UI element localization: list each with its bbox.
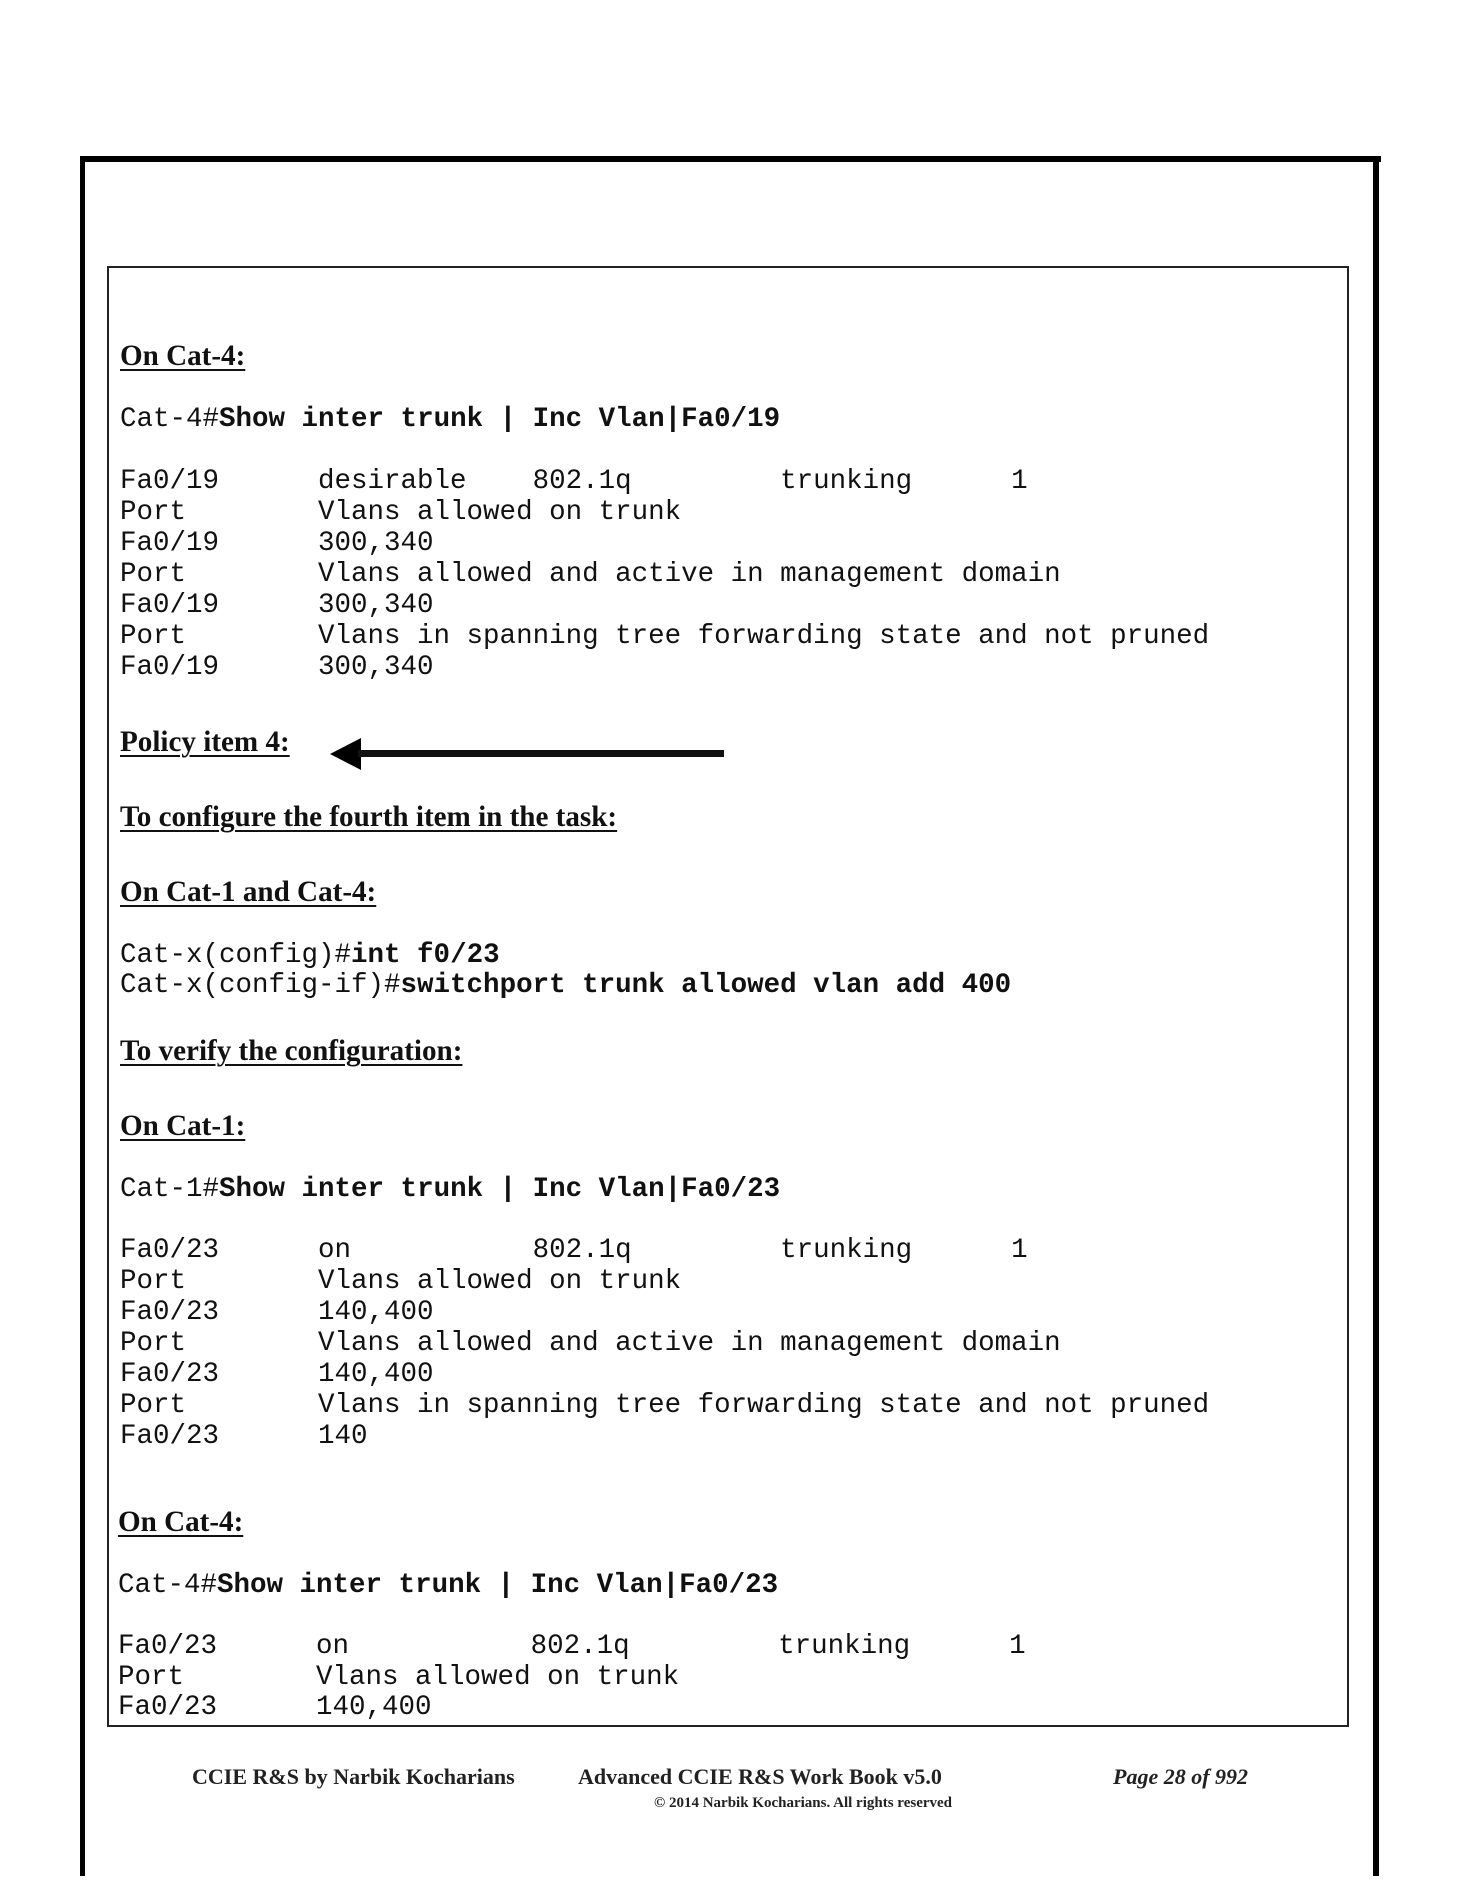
footer-copyright: © 2014 Narbik Kocharians. All rights reserved	[654, 1795, 953, 1811]
section-heading: On Cat-1:	[120, 1109, 246, 1142]
cli-prompt: Cat-x(config)#	[120, 940, 352, 971]
output-line: Fa0/23 140,400	[120, 1359, 434, 1390]
cli-prompt: Cat-4#	[120, 404, 220, 435]
output-line: Fa0/19 300,340	[120, 528, 434, 559]
output-line: Port Vlans allowed on trunk	[120, 1266, 682, 1297]
cli-command: int f0/23	[351, 940, 500, 971]
policy-item-heading: Policy item 4:	[120, 725, 290, 758]
cli-prompt: Cat-1#	[120, 1174, 220, 1205]
output-line: Fa0/23 140	[120, 1421, 368, 1452]
output-line: Port Vlans in spanning tree forwarding state and not pruned	[120, 1390, 1210, 1421]
page-frame-left-border	[80, 156, 85, 1876]
section-heading: To configure the fourth item in the task:	[120, 800, 618, 833]
output-line: Fa0/23 140,400	[120, 1297, 434, 1328]
command-line	[120, 406, 780, 434]
footer-book-title: Advanced CCIE R&S Work Book v5.0	[578, 1764, 942, 1789]
output-line: Port Vlans allowed on trunk	[118, 1662, 680, 1693]
footer-page-number: Page 28 of 992	[1113, 1764, 1249, 1789]
section-heading: On Cat-4:	[120, 339, 246, 372]
config-line	[120, 942, 500, 970]
section-heading: On Cat-4:	[118, 1505, 244, 1538]
cli-prompt: Cat-x(config-if)#	[120, 970, 401, 1001]
cli-command: Show inter trunk | Inc Vlan|Fa0/23	[217, 1570, 779, 1601]
page-frame-top-border	[80, 156, 1381, 162]
output-line: Port Vlans allowed and active in management domain	[120, 1328, 1061, 1359]
output-line: Fa0/19 desirable 802.1q trunking 1	[120, 466, 1028, 497]
left-arrow-icon	[328, 736, 728, 772]
config-line	[120, 972, 1011, 1000]
output-line: Fa0/23 140,400	[118, 1692, 432, 1723]
cli-prompt: Cat-4#	[118, 1570, 218, 1601]
command-line	[118, 1572, 778, 1600]
output-line: Fa0/23 on 802.1q trunking 1	[120, 1235, 1028, 1266]
section-heading: To verify the configuration:	[120, 1034, 463, 1067]
output-line: Fa0/23 on 802.1q trunking 1	[118, 1631, 1026, 1662]
output-line: Port Vlans allowed on trunk	[120, 497, 682, 528]
cli-command: switchport trunk allowed vlan add 400	[400, 970, 1012, 1001]
output-line: Port Vlans allowed and active in management domain	[120, 559, 1061, 590]
cli-command: Show inter trunk | Inc Vlan|Fa0/19	[219, 404, 781, 435]
output-line: Fa0/19 300,340	[120, 590, 434, 621]
footer-author: CCIE R&S by Narbik Kocharians	[192, 1764, 515, 1789]
page-frame-right-border	[1373, 156, 1379, 1876]
output-line: Fa0/19 300,340	[120, 652, 434, 683]
section-heading: On Cat-1 and Cat-4:	[120, 875, 377, 908]
command-line	[120, 1176, 780, 1204]
output-line: Port Vlans in spanning tree forwarding state and not pruned	[120, 621, 1210, 652]
cli-command: Show inter trunk | Inc Vlan|Fa0/23	[219, 1174, 781, 1205]
